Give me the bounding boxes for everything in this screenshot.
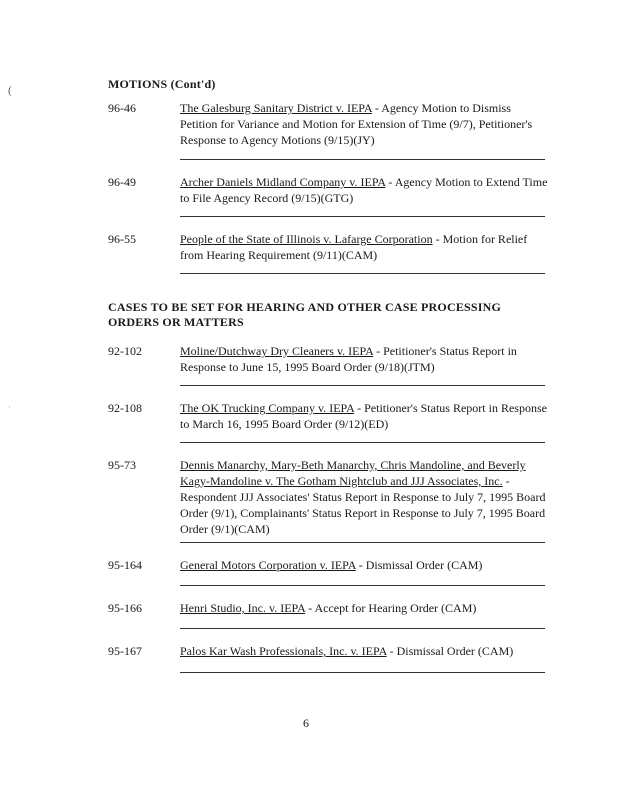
case-number: 95-166 (108, 601, 142, 615)
separator-line (180, 385, 545, 386)
case-title: People of the State of Illinois v. Lafarge Corporation (180, 232, 433, 246)
case-description (180, 100, 548, 148)
case-number: 95-73 (108, 458, 136, 472)
separator-line (180, 273, 545, 274)
case-text: - Petitioner's Status Report in Response to March 16, 1995 Board Order (9/12)(ED) (180, 401, 547, 431)
case-number: 92-108 (108, 401, 142, 415)
case-description (180, 400, 548, 432)
case-number: 96-46 (108, 101, 136, 115)
case-title: Palos Kar Wash Professionals, Inc. v. IEPA (180, 644, 387, 658)
case-title: Dennis Manarchy, Mary-Beth Manarchy, Chris Mandoline, and Beverly Kagy-Mandoline v. The Gotham Nightclub and JJJ Associates, Inc. (180, 458, 526, 488)
case-text: - Respondent JJJ Associates' Status Report in Response to July 7, 1995 Board Order (9/1), Complainants' Status Report in Response to July 7, 1995 Board Order (9/1)(CAM) (180, 474, 546, 536)
case-text: - Dismissal Order (CAM) (355, 558, 483, 572)
case-title: General Motors Corporation v. IEPA (180, 558, 356, 572)
case-text: - Motion for Relief from Hearing Requirement (9/11)(CAM) (180, 232, 528, 262)
case-description (180, 643, 548, 659)
case-text: - Agency Motion to Dismiss Petition for Variance and Motion for Extension of Time (9/7), Petitioner's Response to Agency Motions (9/15)(JY) (180, 101, 533, 147)
separator-line (180, 442, 545, 443)
case-number: 92-102 (108, 344, 142, 358)
page-number: 6 (303, 716, 309, 730)
case-title: The Galesburg Sanitary District v. IEPA (180, 101, 372, 115)
case-title: Moline/Dutchway Dry Cleaners v. IEPA (180, 344, 374, 358)
case-title: The OK Trucking Company v. IEPA (180, 401, 355, 415)
case-title: Henri Studio, Inc. v. IEPA (180, 601, 306, 615)
separator-line (180, 542, 545, 543)
separator-line (180, 585, 545, 586)
case-text: - Petitioner's Status Report in Response to June 15, 1995 Board Order (9/18)(JTM) (180, 344, 517, 374)
case-number: 96-49 (108, 175, 136, 189)
case-description (180, 174, 548, 206)
separator-line (180, 672, 545, 673)
case-title: Archer Daniels Midland Company v. IEPA (180, 175, 386, 189)
separator-line (180, 159, 545, 160)
case-text: - Accept for Hearing Order (CAM) (305, 601, 477, 615)
case-number: 96-55 (108, 232, 136, 246)
case-description (180, 600, 548, 616)
section-heading-cases: CASES TO BE SET FOR HEARING AND OTHER CASE PROCESSING ORDERS OR MATTERS (108, 300, 502, 329)
case-description (180, 231, 548, 263)
case-number: 95-167 (108, 644, 142, 658)
case-description (180, 343, 548, 375)
separator-line (180, 216, 545, 217)
scan-artifact: ˙ (8, 405, 11, 414)
case-text: - Agency Motion to Extend Time to File Agency Record (9/15)(GTG) (180, 175, 548, 205)
case-number: 95-164 (108, 558, 142, 572)
scan-artifact: ( (8, 83, 12, 97)
case-description (180, 557, 548, 573)
section-heading-motions: MOTIONS (Cont'd) (108, 77, 216, 91)
separator-line (180, 628, 545, 629)
case-description (180, 457, 548, 537)
case-text: - Dismissal Order (CAM) (386, 644, 514, 658)
